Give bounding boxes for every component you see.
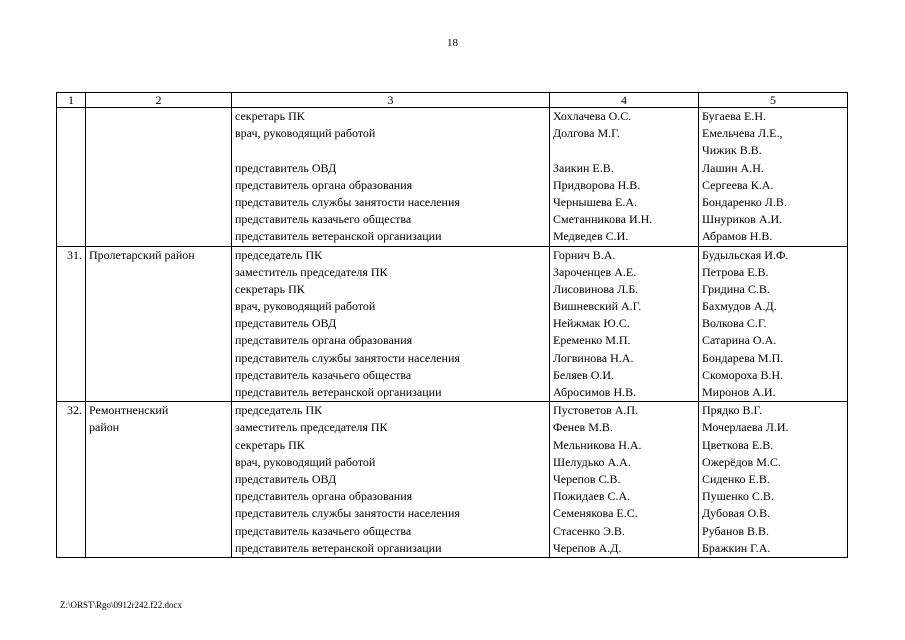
col5-line: Лашин А.Н. (702, 160, 764, 175)
row-number: 31. (67, 247, 82, 262)
col4-line (553, 142, 695, 159)
col4-line: Пустоветов А.П. (553, 403, 639, 418)
page-number: 18 (447, 37, 458, 49)
col4-line: Абросимов Н.В. (553, 385, 637, 399)
roles-line: представитель службы занятости населения (235, 506, 460, 521)
col4-line: Придворова Н.В. (553, 177, 641, 192)
col4-line: Стасенко Э.В. (553, 523, 625, 538)
col5-line: Скомороха В.Н. (702, 367, 784, 382)
members-cell-col4 (550, 246, 699, 402)
table-row (57, 246, 848, 402)
row-number-cell (57, 246, 86, 402)
roles-line: представитель ветеранской организации (235, 385, 442, 399)
col5-line: Бондарева М.П. (702, 350, 784, 365)
col4-line: Заикин Е.В. (553, 160, 614, 175)
roles-line: представитель службы занятости населения (235, 350, 460, 365)
col5-line: Волкова С.Г. (702, 316, 767, 331)
roles-line: представитель ОВД (235, 471, 337, 486)
roles-line: врач, руководящий работой (235, 126, 376, 141)
table-row (57, 402, 848, 558)
col5-line: Гридина С.В. (702, 281, 770, 296)
col5-line: Абрамов Н.В. (702, 229, 773, 244)
roles-line: представитель казачьего общества (235, 212, 412, 227)
roles-line: представитель ОВД (235, 316, 337, 331)
col5-line: Сатарина О.А. (702, 333, 777, 348)
col4-line: Беляев О.И. (553, 367, 615, 382)
col4-line: Еременко М.П. (553, 333, 631, 348)
roles-line: заместитель председателя ПК (235, 420, 388, 435)
table-header-row (57, 93, 848, 108)
col5-line: Дубовая О.В. (702, 506, 771, 521)
commission-table (56, 92, 848, 558)
district-cell (86, 402, 232, 558)
roles-cell (232, 108, 550, 247)
col4-line: Вишневский А.Г. (553, 299, 642, 314)
col4-line: Чернышева Е.А. (553, 194, 638, 209)
roles-line: представитель ветеранской организации (235, 229, 442, 244)
col5-line: Рубанов В.В. (702, 523, 770, 538)
col4-line: Пожидаев С.А. (553, 489, 631, 504)
col4-line: Нейжмак Ю.С. (553, 316, 630, 331)
roles-line: представитель службы занятости населения (235, 194, 460, 209)
col5-line: Бражкин Г.А. (702, 540, 771, 555)
col5-line: Мочерлаева Л.И. (702, 420, 789, 435)
members-cell-col5 (699, 246, 848, 402)
col4-line: Горнич В.А. (553, 247, 616, 262)
col5-line: Чижик В.В. (702, 143, 762, 158)
col5-line: Цветкова Е.В. (702, 437, 774, 452)
col4-line: Зароченцев А.Е. (553, 264, 637, 279)
col4-line: Мельникова Н.А. (553, 437, 642, 452)
members-cell-col4 (550, 402, 699, 558)
row-number-cell (57, 402, 86, 558)
table-row (57, 108, 848, 247)
col5-line: Ожерёдов М.С. (702, 454, 781, 469)
roles-line (235, 142, 546, 159)
col5-line: Пушенко С.В. (702, 489, 774, 504)
roles-line: председатель ПК (235, 247, 323, 262)
col4-line: Хохлачева О.С. (553, 109, 632, 123)
roles-line: представитель ОВД (235, 160, 337, 175)
header-cell-4: 4 (550, 93, 699, 108)
roles-cell (232, 246, 550, 402)
roles-line: заместитель председателя ПК (235, 264, 388, 279)
col4-line: Фенев М.В. (553, 420, 613, 435)
header-cell-2: 2 (86, 93, 232, 108)
col4-line: Долгова М.Г. (553, 126, 620, 141)
members-cell-col4 (550, 108, 699, 247)
roles-line: секретарь ПК (235, 437, 305, 452)
members-cell-col5 (699, 108, 848, 247)
district-line: район (89, 420, 120, 435)
roles-line: представитель казачьего общества (235, 367, 412, 382)
col5-line: Бахмудов А.Д. (702, 299, 777, 314)
col5-line: Миронов А.И. (702, 385, 776, 399)
footer-file-path: Z:\ORST\Rgo\0912r242.f22.docx (60, 600, 182, 610)
roles-line: представитель органа образования (235, 333, 413, 348)
roles-line: врач, руководящий работой (235, 454, 376, 469)
header-cell-1: 1 (57, 93, 86, 108)
col4-line: Черепов С.В. (553, 471, 621, 486)
roles-line: секретарь ПК (235, 109, 305, 123)
members-cell-col5 (699, 402, 848, 558)
col5-line: Будыльская И.Ф. (702, 247, 789, 262)
col4-line: Медведев С.И. (553, 229, 629, 244)
roles-line: председатель ПК (235, 403, 323, 418)
header-cell-5: 5 (699, 93, 848, 108)
col5-line: Шнуриков А.И. (702, 212, 783, 227)
col4-line: Шелудько А.А. (553, 454, 631, 469)
col4-line: Черепов А.Д. (553, 540, 622, 555)
col5-line: Сергеева К.А. (702, 177, 774, 192)
row-number-cell (57, 108, 86, 247)
col5-line: Прядко В.Г. (702, 403, 763, 418)
district-line: Пролетарский район (89, 247, 195, 262)
col5-line: Сиденко Е.В. (702, 471, 770, 486)
roles-line: секретарь ПК (235, 281, 305, 296)
col5-line: Емельчева Л.Е., (702, 126, 783, 141)
roles-cell (232, 402, 550, 558)
roles-line: представитель органа образования (235, 489, 413, 504)
col5-line: Петрова Е.В. (702, 264, 769, 279)
roles-line: представитель казачьего общества (235, 523, 412, 538)
col5-line: Бондаренко Л.В. (702, 194, 787, 209)
roles-line: врач, руководящий работой (235, 299, 376, 314)
district-cell (86, 108, 232, 247)
col5-line: Бугаева Е.Н. (702, 109, 766, 123)
roles-line: представитель ветеранской организации (235, 540, 442, 555)
col4-line: Логвинова Н.А. (553, 350, 634, 365)
col4-line: Семенякова Е.С. (553, 506, 638, 521)
row-number: 32. (67, 403, 82, 418)
col4-line: Лисовинова Л.Б. (553, 281, 639, 296)
header-cell-3: 3 (232, 93, 550, 108)
district-cell (86, 246, 232, 402)
row-number (60, 108, 82, 125)
col4-line: Сметанникова И.Н. (553, 212, 653, 227)
district-line: Ремонтненский (89, 403, 169, 418)
roles-line: представитель органа образования (235, 177, 413, 192)
